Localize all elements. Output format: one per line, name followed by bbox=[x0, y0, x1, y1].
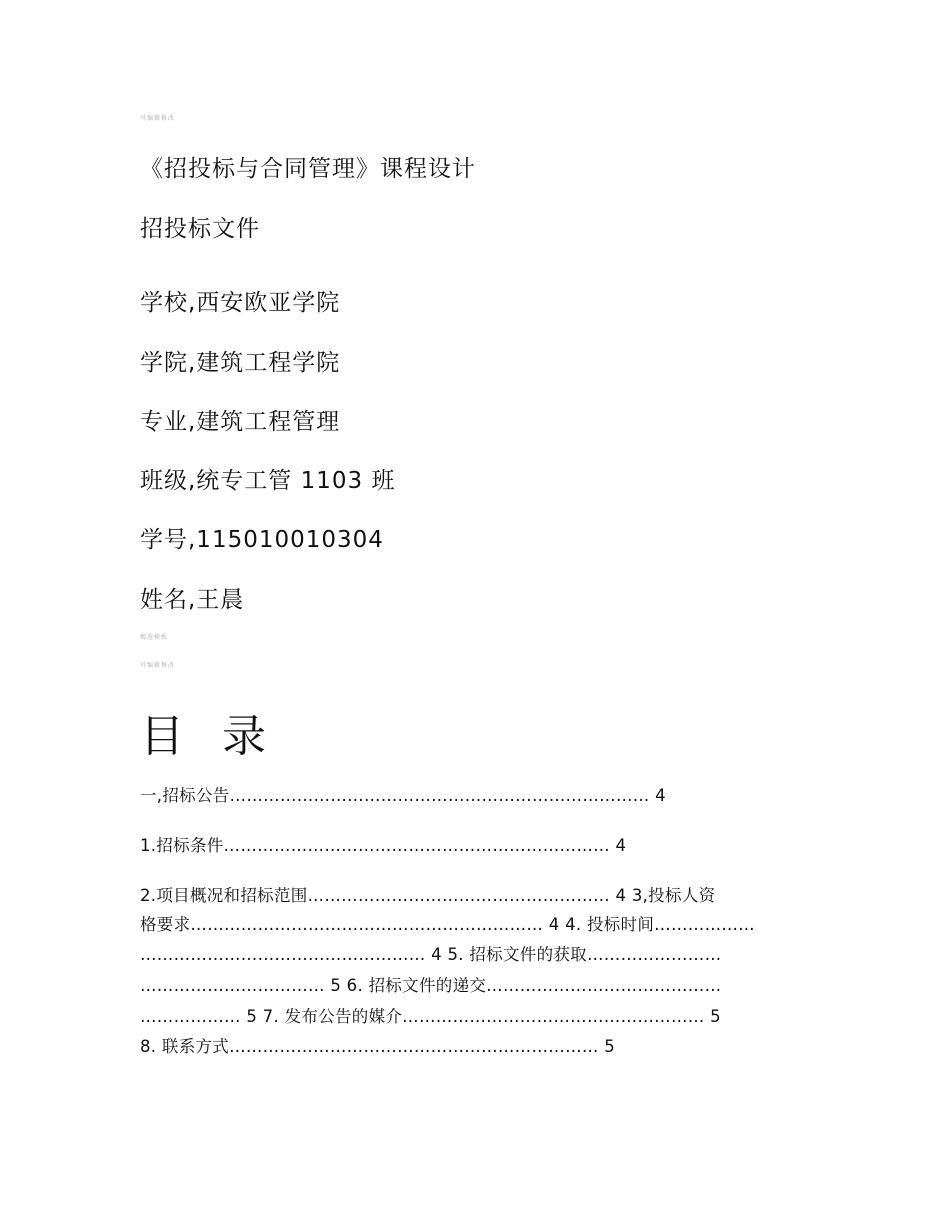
college-field: 学院,建筑工程学院 bbox=[140, 350, 341, 376]
course-title: 《招投标与合同管理》课程设计 bbox=[140, 156, 476, 182]
toc-line: 1.招标条件…………………………………………………………… 4 bbox=[140, 836, 627, 855]
watermark-template: 精选模板 bbox=[140, 634, 169, 641]
class-field: 班级,统专工管 1103 班 bbox=[140, 468, 396, 494]
watermark-editable: 可编辑修改 bbox=[140, 662, 176, 669]
toc-line: 格要求……………………………………………………… 4 4. 投标时间……………… bbox=[140, 915, 755, 934]
toc-line: 2.项目概况和招标范围……………………………………………… 4 3,投标人资 bbox=[140, 886, 716, 905]
name-field: 姓名,王晨 bbox=[140, 587, 245, 613]
toc-line: ……………… 5 7. 发布公告的媒介……………………………………………… 5 bbox=[140, 1007, 721, 1026]
school-field: 学校,西安欧亚学院 bbox=[140, 290, 341, 316]
toc-line: 8. 联系方式………………………………………………………… 5 bbox=[140, 1037, 616, 1056]
toc-line: 一,招标公告………………………………………………………………… 4 bbox=[140, 786, 666, 805]
toc-line: …………………………………………… 4 5. 招标文件的获取…………………… bbox=[140, 945, 722, 964]
toc-line: …………………………… 5 6. 招标文件的递交…………………………………… bbox=[140, 976, 722, 995]
major-field: 专业,建筑工程管理 bbox=[140, 409, 341, 435]
watermark-editable: 可编辑修改 bbox=[140, 115, 176, 122]
document-title: 招投标文件 bbox=[140, 216, 260, 242]
student-id-field: 学号,115010010304 bbox=[140, 527, 384, 553]
toc-heading: 目 录 bbox=[140, 711, 278, 762]
